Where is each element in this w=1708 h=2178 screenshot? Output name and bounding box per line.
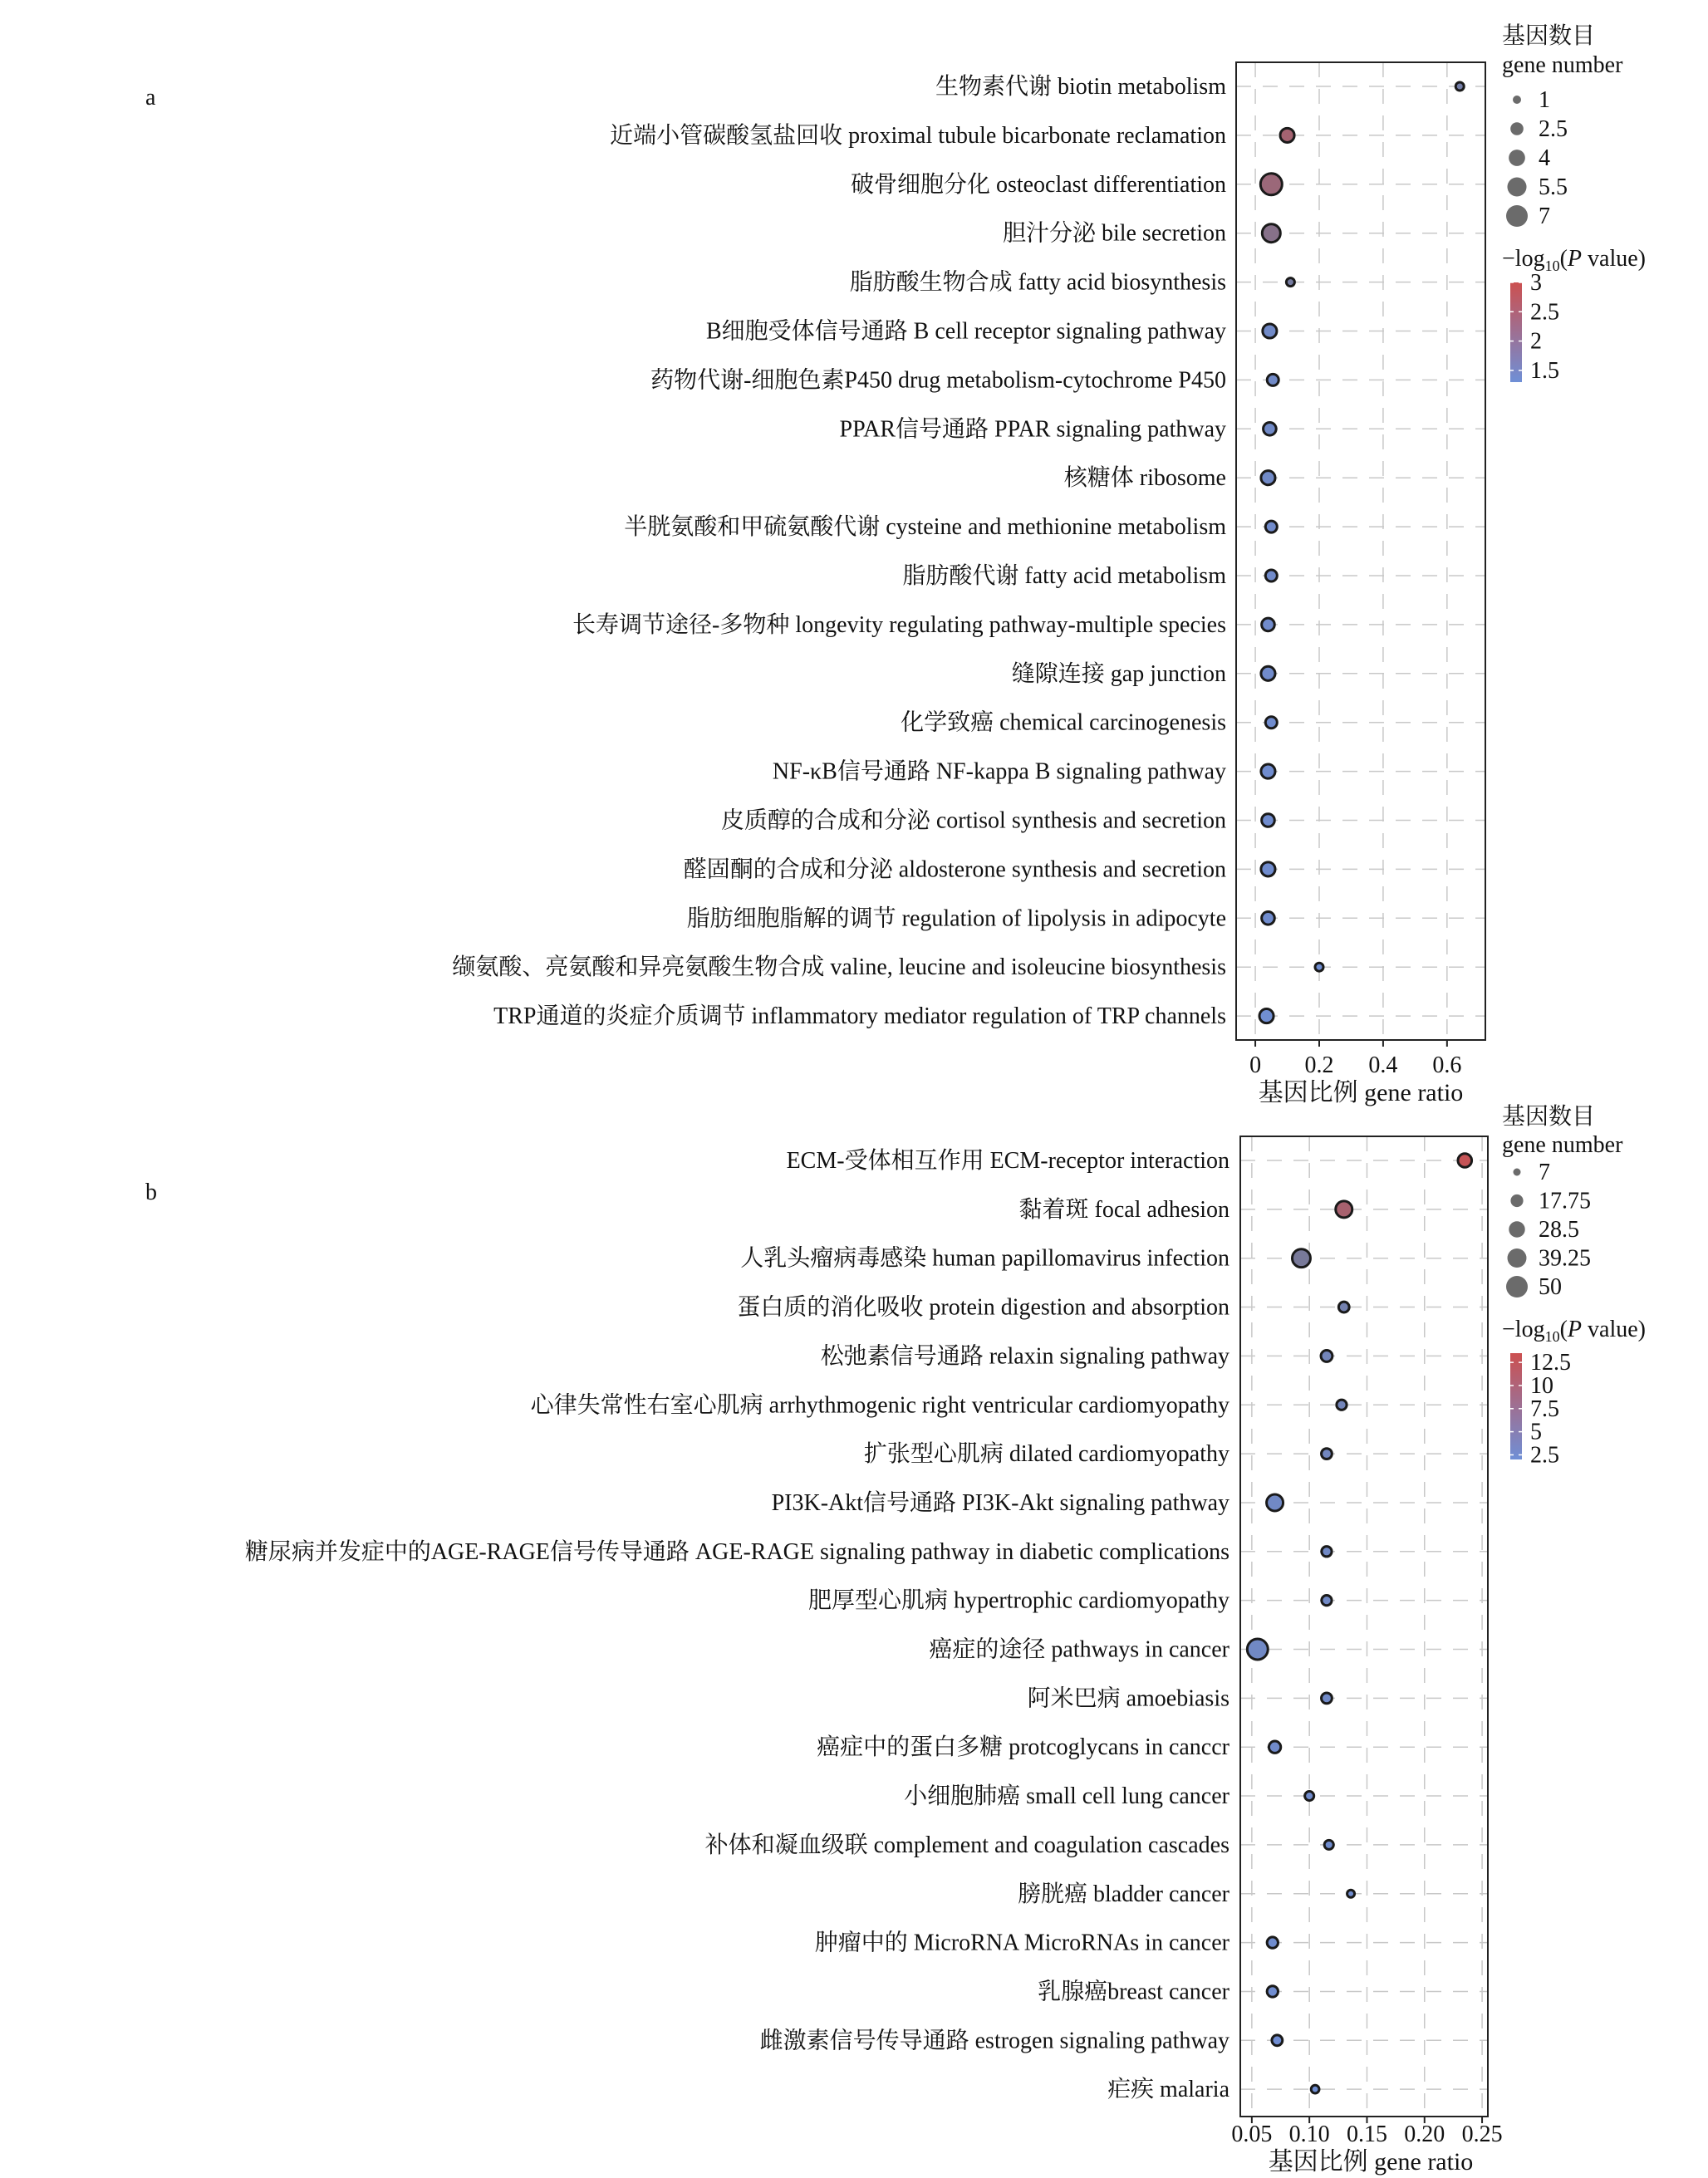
panel-b-category-label: 心律失常性右室心肌病 arrhythmogenic right ventricular cardiomyopathy [530,1392,1229,1419]
panel-b-category-label: 癌症的途径 pathways in cancer [929,1636,1229,1663]
panel-b-data-point [1322,1449,1333,1459]
panel-b-size-legend-key [1506,1276,1528,1297]
panel-a-data-point [1267,374,1279,385]
panel-b-category-label: 扩张型心肌病 dilated cardiomyopathy [863,1441,1229,1468]
panel-a-colorbar [1510,282,1522,382]
panel-a-color-legend [1502,246,1646,384]
panel-b-category-label: 癌症中的蛋白多糖 protcoglycans in canccr [817,1734,1229,1761]
panel-b-size-legend-title-cn: 基因数目 [1502,1104,1596,1130]
panel-b-colorbar-label: 10 [1530,1372,1553,1399]
panel-b-category-label: PI3K-Akt信号通路 PI3K-Akt signaling pathway [771,1489,1229,1516]
panel-a-category-label: 醛固酮的合成和分泌 aldosterone synthesis and secretion [683,856,1226,883]
panel-a-data-point [1260,174,1282,195]
panel-b-data-point [1338,1302,1349,1312]
panel-a-data-point [1261,666,1275,680]
panel-b-category-label: 人乳头瘤病毒感染 human papillomavirus infection [740,1245,1229,1272]
panel-b-size-legend-label: 28.5 [1539,1217,1579,1243]
panel-b-category-label: 阿米巴病 amoebiasis [1027,1685,1229,1712]
panel-b-data-point [1322,1693,1333,1704]
panel-a-x-tick-label: 0.4 [1368,1052,1398,1078]
panel-a-x-axis-title: 基因比例 gene ratio [1258,1079,1464,1106]
panel-b-size-legend-key [1509,1221,1524,1237]
panel-a-colorbar-label: 1.5 [1530,357,1559,384]
panel-b-grid [1240,1136,1488,2117]
panel-a-data-point [1264,422,1277,435]
panel-a-data-point [1262,224,1280,243]
panel-a-category-label: 长寿调节途径-多物种 longevity regulating pathway-multiple species [572,611,1226,638]
panel-b-category-label: 膀胱癌 bladder cancer [1018,1881,1229,1907]
panel-b-size-legend-title-en: gene number [1502,1132,1623,1158]
panel-b-category-label: 黏着斑 focal adhesion [1018,1196,1229,1223]
panel-b-data-point [1267,1986,1278,1997]
panel-a-colorbar-label: 2.5 [1530,299,1559,326]
panel-b-colorbar-label: 7.5 [1530,1396,1559,1422]
panel-a-data-point [1265,570,1277,581]
panel-b-colorbar-label: 2.5 [1530,1442,1559,1469]
panel-a-category-label: 化学致癌 chemical carcinogenesis [901,709,1226,736]
panel-a-plot-frame [1236,62,1485,1040]
panel-a-size-legend-key [1507,177,1526,196]
panel-a-category-labels [452,73,1226,1029]
panel-a-size-legend-key [1506,205,1528,227]
panel-b-x-axis [1231,2117,1502,2147]
panel-a-category-label: NF-κB信号通路 NF-kappa B signaling pathway [772,758,1226,785]
panel-b-size-legend-label: 17.75 [1539,1188,1591,1214]
panel-a-color-legend-title: $-\log_{10}(P$ value) [1502,246,1646,274]
panel-a-x-tick-label: 0.6 [1432,1052,1462,1078]
panel-b-x-tick-label: 0.20 [1404,2122,1445,2147]
panel-b-data-point [1272,2035,1283,2046]
panel-a-data-point [1261,471,1275,485]
panel-a-x-tick-label: 0.2 [1304,1052,1334,1078]
panel-b-size-legend-label: 7 [1539,1160,1550,1185]
panel-b-colorbar-label: 5 [1530,1419,1542,1445]
panel-a-data-point [1265,717,1277,728]
panel-b-data-point [1247,1639,1268,1660]
panel-b-category-label: ECM-受体相互作用 ECM-receptor interaction [786,1148,1229,1174]
panel-a-category-label: 皮质醇的合成和分泌 cortisol synthesis and secretion [720,807,1226,834]
panel-b-x-tick-label: 0.25 [1461,2122,1503,2147]
panel-b-category-label: 松弛素信号通路 relaxin signaling pathway [820,1343,1229,1370]
panel-a-size-legend-key [1509,150,1525,166]
panel-b-size-legend [1502,1103,1623,1300]
panel-b-color-legend [1502,1317,1646,1468]
panel-a-grid [1236,62,1485,1040]
panel-b-data-point [1337,1400,1347,1410]
panel-b-colorbar [1510,1353,1522,1459]
panel-a-category-label: 脂肪酸生物合成 fatty acid biosynthesis [849,269,1226,296]
panel-b-x-tick-label: 0.10 [1288,2122,1330,2147]
panel-b-size-legend-key [1510,1194,1523,1207]
panel-b-size-legend-label: 50 [1539,1274,1562,1300]
panel-b-category-label: 糖尿病并发症中的AGE-RAGE信号传导通路 AGE-RAGE signaling pathway in diabetic complications [244,1538,1229,1565]
panel-a-data-point [1286,278,1294,287]
panel-b-size-legend-key [1514,1169,1521,1176]
panel-a-category-label: 脂肪酸代谢 fatty acid metabolism [902,563,1226,589]
panel-a-category-label: 生物素代谢 biotin metabolism [935,74,1226,100]
panel-b-data-point [1324,1840,1333,1849]
panel-b-x-axis-title: 基因比例 gene ratio [1268,2148,1474,2176]
panel-a-size-legend-label: 7 [1539,204,1550,229]
panel-a-category-label: 破骨细胞分化 osteoclast differentiation [850,171,1226,198]
panel-a-category-label: 近端小管碳酸氢盐回收 proximal tubule bicarbonate reclamation [610,122,1226,149]
panel-b-category-label: 疟疾 malaria [1107,2077,1229,2103]
panel-a-data-point [1280,128,1294,142]
panel-b-data-point [1321,1350,1333,1361]
panel-a-data-point [1261,862,1275,876]
panel-b-data-point [1311,2085,1319,2093]
panel-a-size-legend [1502,22,1623,229]
panel-a-data-point [1263,324,1277,338]
panel-b-data-point [1336,1201,1352,1218]
panel-a-size-legend-key [1513,96,1521,104]
panel-a-data-point [1261,764,1275,778]
panel-a-x-axis [1249,1040,1461,1078]
panel-a-category-label: PPAR信号通路 PPAR signaling pathway [839,416,1226,443]
panel-b-category-labels [245,1147,1230,2102]
panel-a-data-point [1259,1009,1274,1023]
panel-b-colorbar-label: 12.5 [1530,1350,1571,1376]
panel-b-category-label: 肿瘤中的 MicroRNA MicroRNAs in cancer [814,1930,1229,1956]
panel-a-size-legend-title-cn: 基因数目 [1502,23,1596,49]
panel-a-points [1259,82,1464,1023]
panel-a-data-point [1262,814,1275,827]
panel-a-x-tick-label: 0 [1249,1052,1262,1078]
panel-a-category-label: 缝隙连接 gap junction [1011,660,1226,687]
panel-a-size-legend-label: 4 [1539,145,1550,171]
panel-b [145,1103,1646,2176]
panel-a-size-legend-label: 5.5 [1539,174,1568,200]
panel-b-plot-frame [1240,1136,1488,2117]
panel-a-data-point [1262,911,1275,925]
panel-b-size-legend-key [1508,1248,1527,1268]
panel-b-data-point [1322,1596,1332,1606]
panel-a-size-legend-key [1510,122,1524,135]
panel-b-data-point [1347,1890,1355,1897]
panel-a-letter: a [145,85,156,110]
panel-b-color-legend-title: $-\log_{10}(P$ value) [1502,1317,1646,1345]
panel-b-category-label: 补体和凝血级联 complement and coagulation cascades [704,1832,1229,1858]
panel-b-category-label: 乳腺癌breast cancer [1038,1979,1229,2005]
panel-a-category-label: 胆汁分泌 bile secretion [1002,220,1226,247]
panel-a [145,22,1646,1106]
panel-a-data-point [1315,963,1323,971]
panel-b-data-point [1458,1154,1472,1168]
panel-b-category-label: 小细胞肺癌 small cell lung cancer [904,1783,1229,1810]
panel-a-category-label: 药物代谢-细胞色素P450 drug metabolism-cytochrome P450 [650,367,1226,394]
panel-a-colorbar-label: 3 [1530,270,1542,296]
panel-b-data-point [1267,1937,1278,1948]
panel-b-size-legend-label: 39.25 [1539,1245,1591,1272]
panel-a-data-point [1455,82,1464,91]
panel-b-letter: b [145,1180,157,1205]
panel-a-size-legend-label: 2.5 [1539,116,1568,142]
panel-a-category-label: 脂肪细胞脂解的调节 regulation of lipolysis in adipocyte [686,905,1226,932]
panel-a-data-point [1262,618,1275,631]
panel-b-x-tick-label: 0.15 [1346,2122,1387,2147]
panel-a-category-label: 半胱氨酸和甲硫氨酸代谢 cysteine and methionine metabolism [624,514,1226,541]
panel-b-data-point [1267,1494,1283,1511]
panel-b-data-point [1292,1249,1310,1268]
panel-b-x-tick-label: 0.05 [1231,2122,1273,2147]
panel-a-size-legend-label: 1 [1539,87,1550,113]
panel-b-category-label: 雌激素信号传导通路 estrogen signaling pathway [759,2028,1229,2054]
panel-a-colorbar-label: 2 [1530,328,1542,355]
panel-a-category-label: 核糖体 ribosome [1063,465,1226,492]
panel-b-points [1247,1154,1471,2093]
panel-b-data-point [1305,1792,1314,1801]
panel-a-category-label: 缬氨酸、亮氨酸和异亮氨酸生物合成 valine, leucine and isoleucine biosynthesis [452,954,1226,981]
panel-a-data-point [1265,521,1277,532]
panel-b-category-label: 蛋白质的消化吸收 protein digestion and absorption [737,1294,1229,1321]
panel-a-size-legend-title-en: gene number [1502,52,1623,78]
panel-b-data-point [1269,1741,1280,1753]
panel-a-category-label: B细胞受体信号通路 B cell receptor signaling pathway [706,318,1226,345]
panel-a-category-label: TRP通道的炎症介质调节 inflammatory mediator regulation of TRP channels [493,1003,1226,1030]
panel-b-data-point [1322,1547,1332,1557]
panel-b-category-label: 肥厚型心肌病 hypertrophic cardiomyopathy [807,1587,1229,1614]
